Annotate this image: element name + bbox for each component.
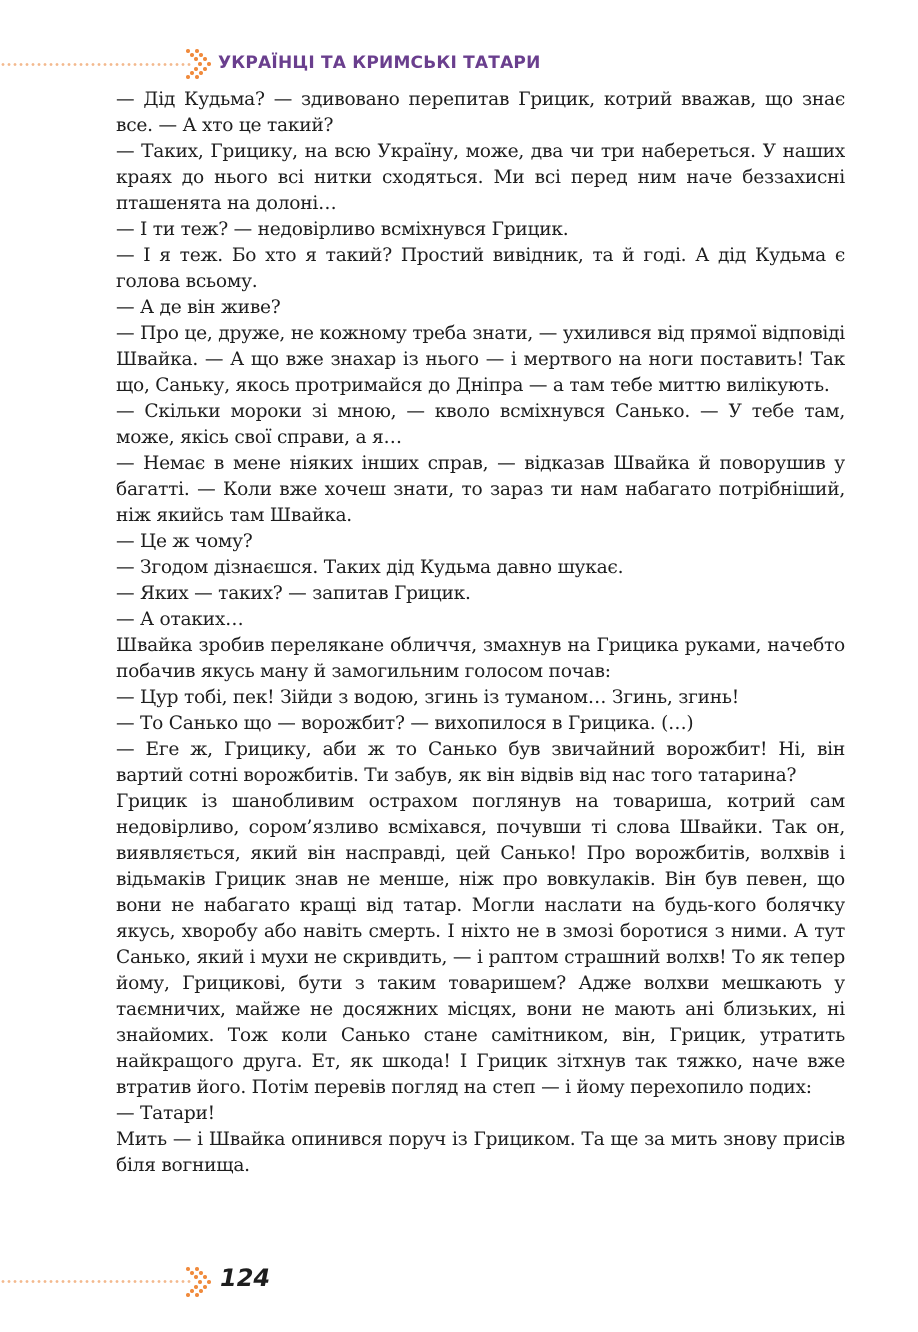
text-body bbox=[116, 87, 845, 1179]
page-number: 124 bbox=[220, 1264, 271, 1292]
double-chevron-icon bbox=[185, 1266, 215, 1298]
paragraph: — А отаких… bbox=[116, 609, 244, 630]
paragraph: — Про це, друже, не кожному треба знати, — ухилився від прямої відповіді Швайка. — А що вже знахар із нього — і мертвого на ноги поставить! Так що, Саньку, якось протримайся до Дніпра — а там тебе миттю вилікують. bbox=[116, 323, 845, 396]
paragraph: — Це ж чому? bbox=[116, 531, 253, 552]
paragraph: — Цур тобі, пек! Зійди з водою, згинь із туманом… Згинь, згинь! bbox=[116, 687, 739, 708]
paragraph: Швайка зробив перелякане обличчя, змахнув на Грицика руками, начебто побачив якусь ману й замогильним голосом почав: bbox=[116, 635, 845, 682]
dotted-rule bbox=[0, 63, 192, 66]
paragraph: — То Санько що — ворожбит? — вихопилося в Грицика. (…) bbox=[116, 713, 694, 734]
double-chevron-icon bbox=[185, 48, 215, 80]
paragraph: — А де він живе? bbox=[116, 297, 281, 318]
paragraph: — Еге ж, Грицику, аби ж то Санько був звичайний ворожбит! Ні, він вартий сотні ворожбитів. Ти забув, як він відвів від нас того татарина? bbox=[116, 739, 845, 786]
paragraph: — Скільки мороки зі мною, — кволо всміхнувся Санько. — У тебе там, може, якісь свої справи, а я… bbox=[116, 401, 845, 448]
running-title: УКРАЇНЦІ ТА КРИМСЬКІ ТАТАРИ bbox=[218, 53, 541, 73]
paragraph: — Таких, Грицику, на всю Україну, може, два чи три набереться. У наших краях до нього всі нитки сходяться. Ми всі перед ним наче беззахисні пташенята на долоні… bbox=[116, 141, 845, 214]
paragraph: — Згодом дізнаєшся. Таких дід Кудьма давно шукає. bbox=[116, 557, 624, 578]
paragraph: Грицик із шанобливим острахом поглянув на товариша, котрий сам недовірливо, сором’язливо всміхався, почувши ті слова Швайки. Так он, виявляється, який він насправді, цей Санько! Про ворожбитів, волхвів і відьмаків Грицик знав не менше, ніж про вовкулаків. Він був певен, що вони не набагато кращі від татар. Могли наслати на будь-кого болячку якусь, хворобу або навіть смерть. І ніхто не в змозі боротися з ними. А тут Санько, який і мухи не скривдить, — і раптом страшний волхв! То як тепер йому, Грицикові, бути з таким товаришем? Адже волхви мешкають у таємничих, майже не досяжних місцях, вони не мають ані близьких, ні знайомих. Тож коли Санько стане самітником, він, Грицик, утратить найкращого друга. Ет, як шкода! І Грицик зітхнув так тяжко, наче вже втратив його. Потім перевів погляд на степ — і йому перехопило подих: bbox=[116, 791, 845, 1098]
paragraph: — Немає в мене ніяких інших справ, — відказав Швайка й поворушив у багатті. — Коли вже хочеш знати, то зараз ти нам набагато потрібніший, ніж якийсь там Швайка. bbox=[116, 453, 845, 526]
page-footer bbox=[0, 1264, 918, 1300]
paragraph: — Яких — таких? — запитав Грицик. bbox=[116, 583, 471, 604]
dotted-rule bbox=[0, 1280, 192, 1283]
paragraph: — Татари! bbox=[116, 1103, 215, 1124]
paragraph: Мить — і Швайка опинився поруч із Грициком. Та ще за мить знову присів біля вогнища. bbox=[116, 1129, 845, 1176]
paragraph: — І ти теж? — недовірливо всміхнувся Грицик. bbox=[116, 219, 569, 240]
running-header bbox=[0, 46, 918, 82]
paragraph: — І я теж. Бо хто я такий? Простий вивідник, та й годі. А дід Кудьма є голова всьому. bbox=[116, 245, 845, 292]
paragraph: — Дід Кудьма? — здивовано перепитав Грицик, котрий вважав, що знає все. — А хто це такий? bbox=[116, 89, 845, 136]
